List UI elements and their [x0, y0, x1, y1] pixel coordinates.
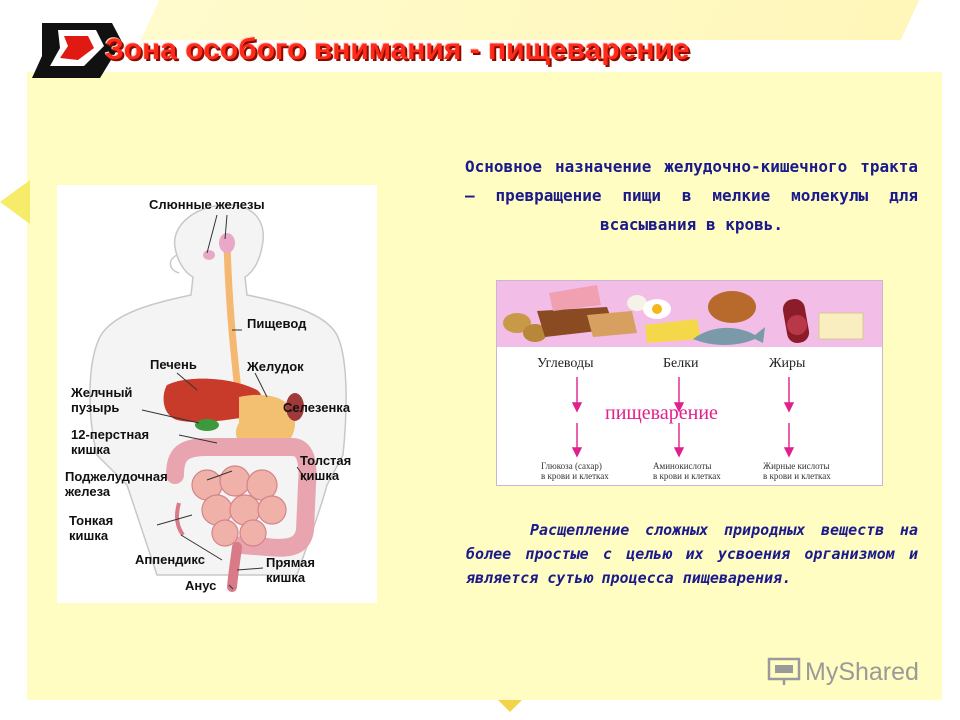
label-rectum: Прямая: [266, 555, 315, 570]
watermark-text: MyShared: [805, 657, 919, 686]
decor-triangle-bottom: [498, 700, 522, 712]
result-amino-2: в крови и клетках: [653, 471, 721, 481]
result-fatty-acids-2: в крови и клетках: [763, 471, 831, 481]
label-colon-2: кишка: [300, 468, 340, 483]
watermark: [767, 654, 919, 690]
digestive-system-diagram: [57, 185, 377, 603]
result-glucose-2: в крови и клетках: [541, 471, 609, 481]
label-small-intestine: Тонкая: [69, 513, 114, 528]
label-duodenum: 12-перстная: [71, 427, 150, 442]
process-label: пищеварение: [605, 402, 718, 424]
label-colon: Толстая: [300, 453, 352, 468]
result-amino: Аминокислоты: [653, 461, 712, 471]
label-gallbladder-2: пузырь: [71, 400, 120, 415]
label-esophagus: Пищевод: [247, 316, 307, 331]
label-anus: Анус: [185, 578, 217, 593]
label-pancreas-2: железа: [65, 484, 111, 499]
page-title: Зона особого внимания - пищеварение: [105, 33, 690, 66]
label-stomach: Желудок: [247, 359, 304, 374]
label-gallbladder: Желчный: [71, 385, 133, 400]
label-salivary-glands: Слюнные железы: [149, 197, 265, 212]
nutrient-carbs: Углеводы: [537, 356, 594, 371]
label-rectum-2: кишка: [266, 570, 306, 585]
label-liver: Печень: [150, 357, 197, 372]
summary-paragraph: Расщепление сложных природных веществ на более простые с целью их усвоения организмом и является сутью процесса пищеварения.: [466, 521, 918, 587]
label-small-intestine-2: кишка: [69, 528, 109, 543]
label-pancreas: Поджелудочная: [65, 469, 168, 484]
food-digestion-illustration: [496, 280, 883, 486]
nutrient-proteins: Белки: [663, 356, 699, 371]
label-spleen: Селезенка: [283, 400, 351, 415]
intro-paragraph: Основное назначение желудочно-кишечного тракта — превращение пищи в мелкие молекулы для всасывания в кровь.: [465, 157, 918, 234]
nutrient-fats: Жиры: [769, 356, 806, 371]
label-appendix: Аппендикс: [135, 552, 205, 567]
food-drawing: [497, 281, 882, 485]
presentation-icon: [767, 657, 801, 687]
label-duodenum-2: кишка: [71, 442, 111, 457]
result-glucose: Глюкоза (сахар): [541, 461, 602, 471]
result-fatty-acids: Жирные кислоты: [763, 461, 830, 471]
decor-triangle-left: [0, 180, 30, 224]
